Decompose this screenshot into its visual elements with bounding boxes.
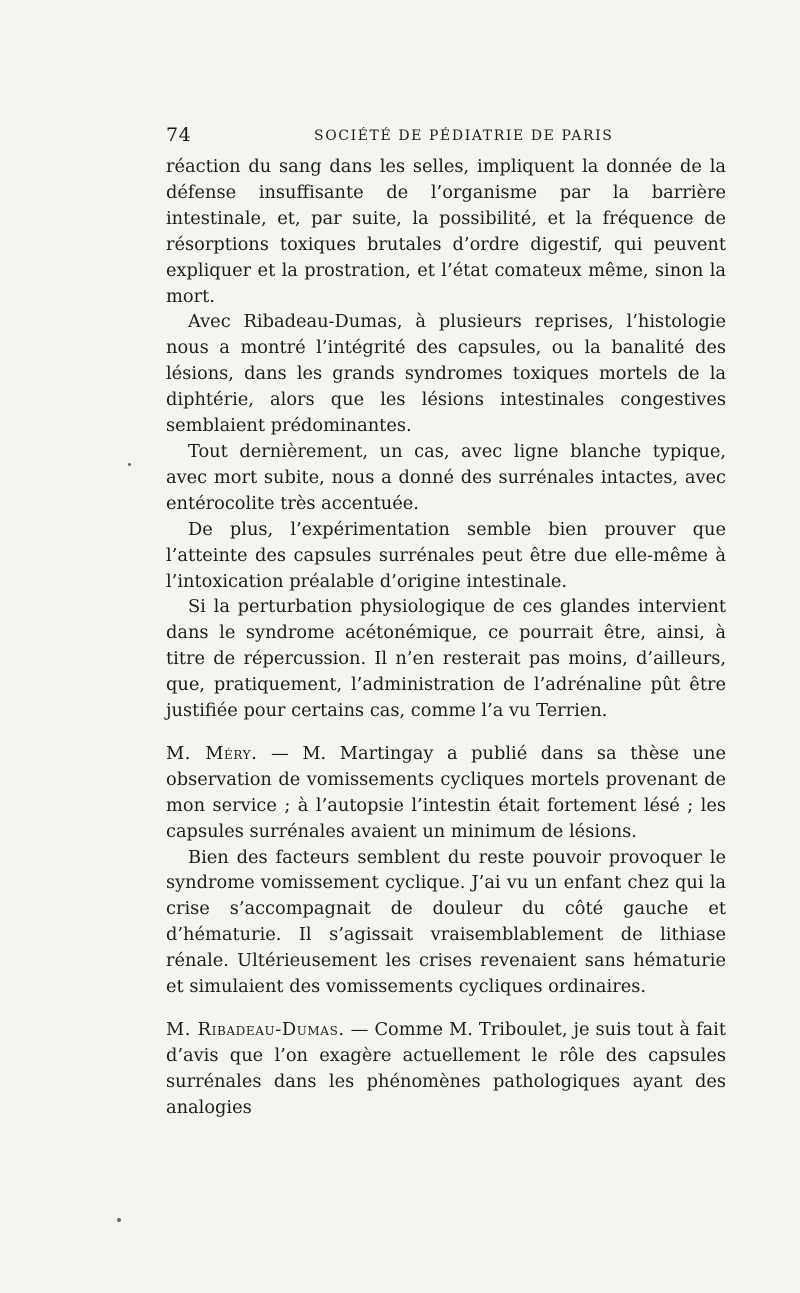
speaker-ribadeau-dumas: M. Ribadeau-Dumas. [166,1019,345,1040]
running-head: SOCIÉTÉ DE PÉDIATRIE DE PARIS [314,128,614,144]
paragraph-5: Si la perturbation physiologique de ces glandes intervient dans le syndrome acétonémique, ce pourrait être, ainsi, à titre de répercussion. Il n’en resterait pas moins, d’ailleurs, que, pratiquement, l’administration de l’adrénaline pût être justifiée pour certains cas, comme l’a vu Terrien. [166,596,726,722]
paragraph-1: réaction du sang dans les selles, impliquent la donnée de la défense insuffisante de l’organisme par la barrière intestinale, et, par suite, la possibilité, et la fréquence de résorptions toxiques brutales d’ordre digestif, qui peuvent expliquer et la prostration, et l’état comateux même, sinon la mort. [166,156,726,307]
ribadeau-text: — Comme M. Triboulet, je suis tout à fait d’avis que l’on exagère actuellement le rôle des capsules surrénales dans les phénomènes pathologiques ayant des analogies [166,1019,726,1118]
paragraph-3: Tout dernièrement, un cas, avec ligne blanche typique, avec mort subite, nous a donné des surrénales intactes, avec entérocolite très accentuée. [166,440,726,514]
margin-speck [117,1218,121,1222]
mery-text: — M. Martingay a publié dans sa thèse une observation de vomissements cycliques mortels provenant de mon service ; à l’autopsie l’intestin était fortement lésé ; les capsules surrénales avaient un minimum de lésions. [166,742,726,842]
paragraph-2: Avec Ribadeau-Dumas, à plusieurs reprises, l’histologie nous a montré l’intégrité des capsules, ou la banalité des lésions, dans les grands syndromes toxiques mortels de la diphtérie, alors que les lésions intestinales congestives semblaient prédominantes. [166,311,726,437]
body-text [166,154,726,1121]
paragraph-4: De plus, l’expérimentation semble bien prouver que l’atteinte des capsules surrénales peut être due elle-même à l’intoxication préalable d’origine intestinale. [166,518,726,592]
speaker-mery: M. Méry. [166,742,258,764]
ribadeau-intervention [166,1017,726,1121]
margin-speck [128,463,131,466]
mery-paragraph-2: Bien des facteurs semblent du reste pouvoir provoquer le syndrome vomissement cyclique. J’ai vu un enfant chez qui la crise s’accompagnait de douleur du côté gauche et d’hématurie. Il s’agissait vraisemblablement de lithiase rénale. Ultérieusement les crises revenaient sans hématurie et simulaient des vomissements cycliques ordinaires. [166,846,726,998]
mery-intervention [166,741,726,845]
page-header [166,124,726,152]
page-number: 74 [166,124,192,146]
